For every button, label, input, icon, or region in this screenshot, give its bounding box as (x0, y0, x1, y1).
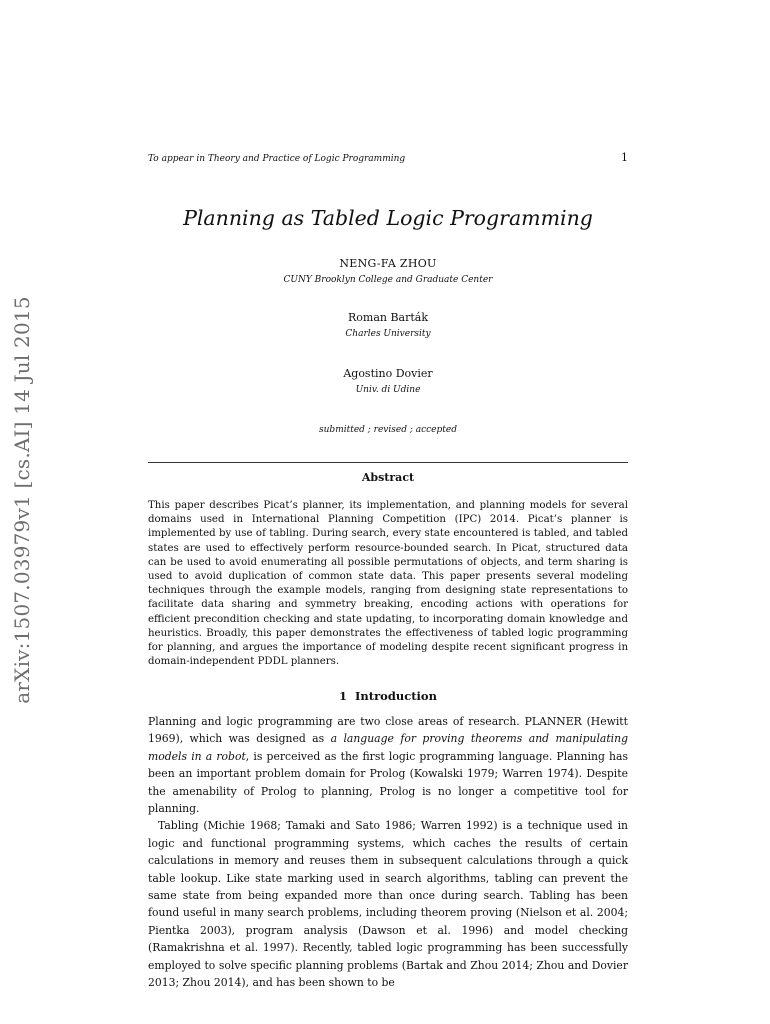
intro-paragraph-1 (148, 713, 628, 817)
abstract-heading: Abstract (361, 471, 415, 484)
author-affiliation: Univ. di Udine (355, 385, 421, 395)
author-affiliation: Charles University (345, 329, 431, 339)
arxiv-stamp (2, 290, 42, 710)
intro-p1-end: , is perceived as the first logic programming language. Planning has been an important problem domain for Prolog (Kowalski 1979; Warren 1974). Despite the amenability of Prolog to planning, Prolog is no longer a competitive tool for planning. (148, 749, 628, 816)
page-number: 1 (621, 151, 628, 164)
intro-paragraph-2: Tabling (Michie 1968; Tamaki and Sato 1986; Warren 1992) is a technique used in logic and functional programming systems, which caches the results of certain calculations in memory and reuses them in subsequent calculations through a quick table lookup. Like state marking used in search algorithms, tabling can prevent the same state from being expanded more than once during search. Tabling has been found useful in many search problems, including theorem proving (Nielson et al. 2004; Pientka 2003), program analysis (Dawson et al. 1996) and model checking (Ramakrishna et al. 1997). Recently, tabled logic programming has been successfully employed to solve specific planning problems (Bartak and Zhou 2014; Zhou and Dovier 2013; Zhou 2014), and has been shown to be (148, 819, 628, 990)
abstract-body (148, 499, 628, 669)
section-heading (148, 689, 628, 703)
submission-status: submitted ; revised ; accepted (319, 425, 457, 435)
author-block-3 (148, 367, 628, 395)
intro-body (148, 713, 628, 992)
author-name: NENG-FA ZHOU (339, 257, 437, 270)
intro-p1-start: Planning and logic programming are two close areas of research. PLANNER (Hewitt 1969), which was designed as (148, 715, 628, 746)
abstract-text: This paper describes Picat’s planner, its implementation, and planning models for several domains used in International Planning Competition (IPC) 2014. Picat’s planner is implemented by use of tabling. During search, every state encountered is tabled, and tabled states are used to effectively perform resource-bounded search. In Picat, structured data can be used to avoid enumerating all possible permutations of objects, and term sharing is used to avoid duplication of common state data. This paper presents several modeling techniques through the example models, ranging from designing state representations to facilitate data sharing and symmetry breaking, encoding actions with operations for efficient precondition checking and state updating, to incorporating domain knowledge and heuristics. Broadly, this paper demonstrates the effectiveness of tabled logic programming for planning, and argues the importance of modeling despite recent significant progress in domain-independent PDDL planners. (148, 500, 628, 668)
abstract-divider (148, 462, 628, 463)
author-name: Roman Barták (347, 311, 429, 324)
author-name: Agostino Dovier (343, 367, 433, 380)
author-block-2 (148, 311, 628, 339)
intro-p1-emphasis: a language for proving theorems and manipulating models in a robot (148, 732, 628, 763)
author-affiliation: CUNY Brooklyn College and Graduate Center (283, 275, 493, 285)
section-title: Introduction (355, 689, 437, 703)
section-number: 1 (339, 689, 348, 703)
journal-name: To appear in Theory and Practice of Logic Programming (148, 154, 406, 164)
paper-title: Planning as Tabled Logic Programming (183, 206, 593, 230)
arxiv-identifier: arXiv:1507.03979v1 [cs.AI] 14 Jul 2015 (10, 296, 35, 704)
running-head (148, 151, 628, 164)
author-block-1 (148, 257, 628, 285)
